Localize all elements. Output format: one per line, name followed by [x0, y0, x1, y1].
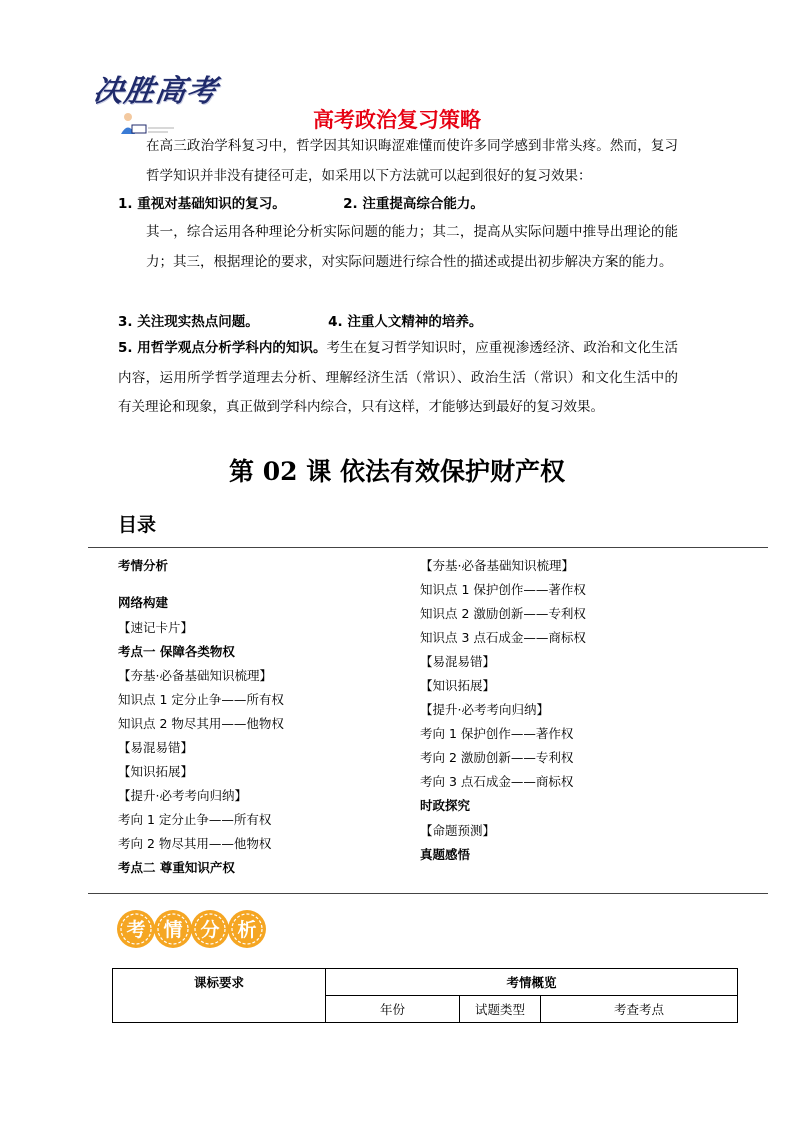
exam-analysis-table — [112, 968, 738, 1023]
toc-link-direction-2-2[interactable]: 考向 2 激励创新——专利权 — [420, 750, 574, 765]
intro-paragraph — [118, 132, 678, 191]
strategy-title: 高考政治复习策略 — [313, 108, 481, 132]
tip-3: 3. 关注现实热点问题。 — [118, 314, 259, 330]
toc-link-mistakes-1[interactable]: 【易混易错】 — [118, 740, 194, 755]
lesson-title: 第 02 课 依法有效保护财产权 — [229, 457, 565, 486]
toc-link-direction-2-1[interactable]: 考向 1 保护创作——著作权 — [420, 726, 574, 741]
toc-link-basics-1[interactable]: 【夯基·必备基础知识梳理】 — [118, 668, 272, 683]
toc-link-knowledge-1-2[interactable]: 知识点 2 物尽其用——他物权 — [118, 716, 284, 731]
logo-text: 决胜高考 — [91, 74, 220, 109]
section-banner — [116, 904, 276, 954]
banner-char-4: 析 — [237, 919, 257, 941]
col-curriculum-requirement: 课标要求 — [113, 969, 326, 1023]
toc-heading: 目录 — [118, 514, 157, 536]
tip-1: 1. 重视对基础知识的复习。 — [118, 196, 286, 212]
toc-link-direction-1-2[interactable]: 考向 2 物尽其用——他物权 — [118, 836, 272, 851]
toc-link-current-affairs[interactable]: 时政探究 — [420, 798, 471, 813]
toc-link-knowledge-2-2[interactable]: 知识点 2 激励创新——专利权 — [420, 606, 586, 621]
toc-link-direction-1-1[interactable]: 考向 1 定分止争——所有权 — [118, 812, 272, 827]
toc-link-predictions[interactable]: 【命题预测】 — [420, 823, 496, 838]
toc-link-point2[interactable]: 考点二 尊重知识产权 — [118, 860, 235, 875]
tip-5-text: 考生在复习哲学知识时，应重视渗透经济、政治和文化生活内容，运用所学哲学道理去分析、理解经济生活（常识）、政治生活（常识）和文化生活中的有关理论和现象，真正做到学科内综合，只有这样，才能够达到最好的复习效果。 — [118, 340, 678, 416]
toc-link-point1[interactable]: 考点一 保障各类物权 — [118, 644, 235, 659]
toc-link-basics-2[interactable]: 【夯基·必备基础知识梳理】 — [420, 558, 574, 573]
toc-link-knowledge-2-3[interactable]: 知识点 3 点石成金——商标权 — [420, 630, 586, 645]
banner-char-3: 分 — [200, 919, 220, 941]
toc-link-knowledge-1-1[interactable]: 知识点 1 定分止争——所有权 — [118, 692, 284, 707]
toc-top-rule — [88, 547, 768, 548]
toc-link-directions-1[interactable]: 【提升·必考考向归纳】 — [118, 788, 247, 803]
intro-text: 在高三政治学科复习中，哲学因其知识晦涩难懂而使许多同学感到非常头疼。然而，复习哲学知识并非没有捷径可走，如采用以下方法就可以起到很好的复习效果： — [146, 138, 678, 184]
col-exam-overview: 考情概览 — [326, 969, 738, 996]
toc-link-analysis[interactable]: 考情分析 — [118, 558, 169, 573]
toc-link-flashcards[interactable]: 【速记卡片】 — [118, 620, 194, 635]
banner-char-2: 情 — [163, 919, 183, 941]
col-exam-points: 考查考点 — [541, 996, 738, 1023]
toc-bottom-rule — [88, 893, 768, 894]
tip-4: 4. 注重人文精神的培养。 — [328, 314, 483, 330]
tip-row-1 — [118, 192, 484, 212]
toc-link-past-exams[interactable]: 真题感悟 — [420, 847, 471, 862]
tip-2: 2. 注重提高综合能力。 — [343, 196, 484, 212]
ability-text: 其一，综合运用各种理论分析实际问题的能力；其二，提高从实际问题中推导出理论的能力；其三，根据理论的要求，对实际问题进行综合性的描述或提出初步解决方案的能力。 — [146, 224, 678, 270]
toc-link-extension-2[interactable]: 【知识拓展】 — [420, 678, 496, 693]
tip-row-2 — [118, 310, 482, 330]
toc-link-mistakes-2[interactable]: 【易混易错】 — [420, 654, 496, 669]
toc-link-knowledge-2-1[interactable]: 知识点 1 保护创作——著作权 — [420, 582, 586, 597]
tip-5: 5. 用哲学观点分析学科内的知识。 — [118, 340, 327, 356]
tip-5-paragraph — [118, 334, 678, 423]
toc-link-extension-1[interactable]: 【知识拓展】 — [118, 764, 194, 779]
col-year: 年份 — [326, 996, 460, 1023]
ability-paragraph — [118, 218, 678, 277]
col-question-type: 试题类型 — [460, 996, 541, 1023]
toc-link-directions-2[interactable]: 【提升·必考考向归纳】 — [420, 702, 549, 717]
banner-char-1: 考 — [126, 919, 146, 941]
toc-link-network[interactable]: 网络构建 — [118, 595, 169, 610]
toc-link-direction-2-3[interactable]: 考向 3 点石成金——商标权 — [420, 774, 574, 789]
